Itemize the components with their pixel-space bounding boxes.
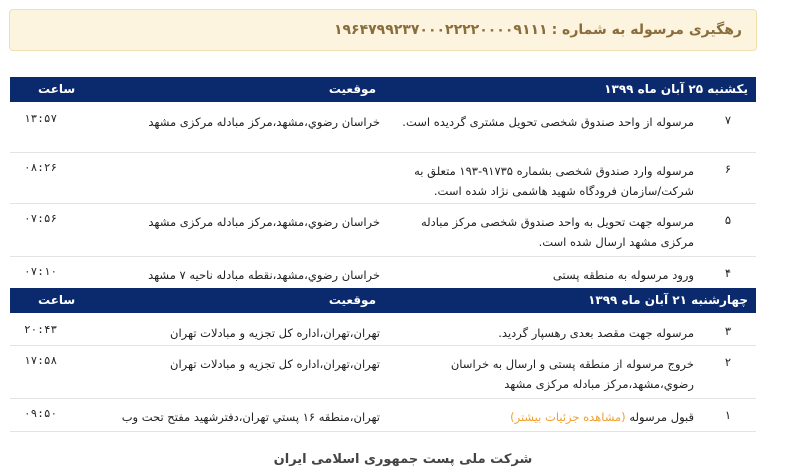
day-date: یکشنبه ۲۵ آبان ماه ۱۳۹۹ xyxy=(604,82,748,96)
table-row xyxy=(10,153,756,204)
table-row xyxy=(10,399,756,432)
tracking-title: رهگیری مرسوله به شماره : xyxy=(551,22,742,38)
location-column-header: موقعیت xyxy=(328,82,376,96)
footer-company-name: شرکت ملی پست جمهوری اسلامی ایران xyxy=(273,452,533,467)
table-row xyxy=(10,204,756,257)
event-location: تهران،منطقه ۱۶ پستي تهران،دفترشهید مفتح تحت وب xyxy=(121,410,380,424)
event-description xyxy=(384,407,694,427)
table-row xyxy=(10,315,756,346)
event-index: ۵ xyxy=(724,213,732,227)
time-column-header: ساعت xyxy=(38,293,76,307)
event-description: مرسوله از واحد صندوق شخصی تحویل مشتری گردیده است. xyxy=(402,115,694,129)
event-location: تهران،تهران،اداره کل تجزیه و مبادلات تهران xyxy=(170,326,380,340)
event-time: ۰۷:۱۰ xyxy=(24,265,58,278)
event-description: خروج مرسوله از منطقه پستی و ارسال به خراسان رضوي،مشهد،مرکز مبادله مرکزی مشهد xyxy=(450,357,694,391)
event-index: ۱ xyxy=(724,408,732,422)
event-description: مرسوله وارد صندوق شخصی بشماره ۹۱۷۳۵-۱۹۳ متعلق به شرکت/سازمان فرودگاه شهید هاشمی نژاد شده است. xyxy=(414,164,694,198)
location-column-header: موقعیت xyxy=(328,293,376,307)
tracking-number-banner xyxy=(9,9,757,51)
day-date: چهارشنبه ۲۱ آبان ماه ۱۳۹۹ xyxy=(588,293,748,307)
day-header xyxy=(10,288,756,313)
event-time: ۰۹:۵۰ xyxy=(24,407,58,420)
event-index: ۲ xyxy=(724,355,732,369)
event-time: ۱۳:۵۷ xyxy=(24,112,58,125)
time-column-header: ساعت xyxy=(38,82,76,96)
event-time: ۲۰:۴۳ xyxy=(24,323,58,336)
event-time: ۰۸:۲۶ xyxy=(24,161,58,174)
event-description: ورود مرسوله به منطقه پستی xyxy=(552,268,694,282)
event-location: تهران،تهران،اداره کل تجزیه و مبادلات تهران xyxy=(170,357,380,371)
table-row xyxy=(10,104,756,153)
event-description: مرسوله جهت تحویل به واحد صندوق شخصی مرکز مبادله مرکزی مشهد ارسال شده است. xyxy=(420,215,694,249)
event-index: ۳ xyxy=(724,324,732,338)
event-description-text: قبول مرسوله xyxy=(629,410,694,424)
table-row xyxy=(10,257,756,285)
tracking-number: ۱۹۶۴۷۹۹۲۳۷۰۰۰۲۲۲۲۰۰۰۰۹۱۱۱ xyxy=(333,22,548,38)
event-description: مرسوله جهت مقصد بعدی رهسپار گردید. xyxy=(498,326,694,340)
event-location: خراسان رضوي،مشهد،مرکز مبادله مرکزی مشهد xyxy=(148,115,380,129)
event-location: خراسان رضوي،مشهد،مرکز مبادله مرکزی مشهد xyxy=(148,215,380,229)
event-time: ۰۷:۵۶ xyxy=(24,212,58,225)
event-time: ۱۷:۵۸ xyxy=(24,354,58,367)
event-location: خراسان رضوي،مشهد،نقطه مبادله ناحیه ۷ مشهد xyxy=(148,268,380,282)
more-details-link[interactable]: (مشاهده جزئیات بیشتر) xyxy=(510,410,626,424)
day-header xyxy=(10,77,756,102)
event-index: ۶ xyxy=(724,162,732,176)
table-row xyxy=(10,346,756,399)
event-index: ۴ xyxy=(724,266,732,280)
event-index: ۷ xyxy=(724,113,732,127)
